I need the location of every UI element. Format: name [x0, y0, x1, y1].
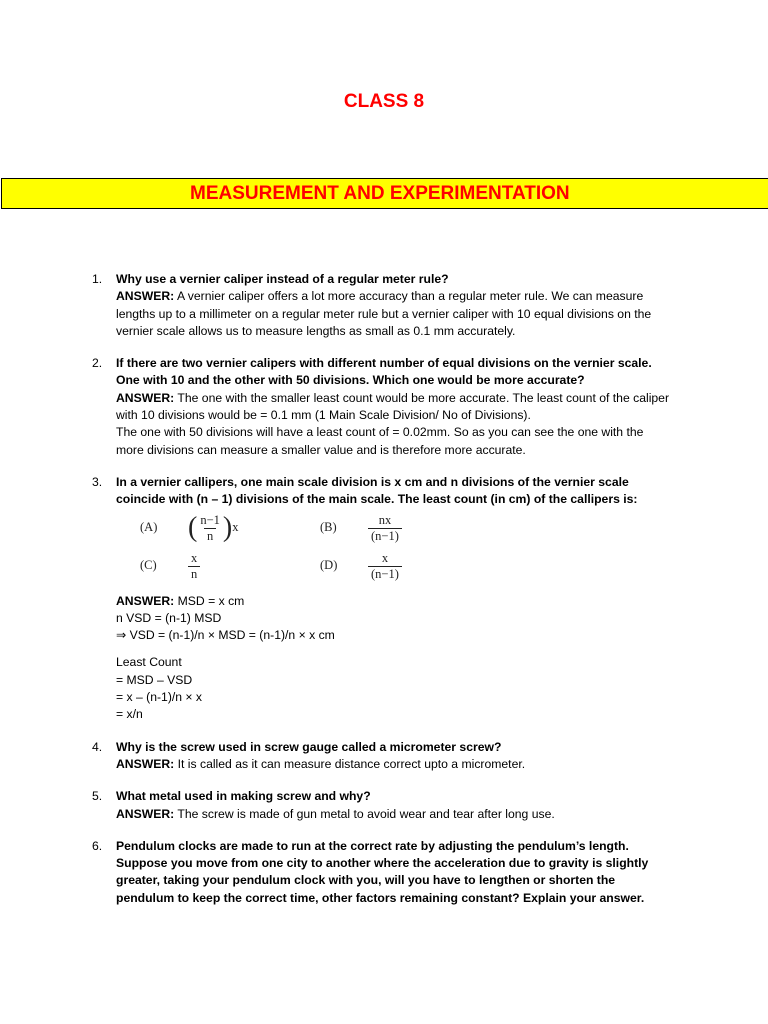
question-number: 1.: [92, 272, 103, 286]
answer: [116, 756, 672, 773]
option-suffix: x: [232, 520, 239, 535]
topic-banner: [1, 178, 768, 209]
fraction: [188, 551, 200, 582]
denominator: n: [188, 566, 200, 582]
answer-label: ANSWER:: [116, 390, 175, 405]
open-paren-icon: (: [188, 512, 198, 544]
answer: [116, 593, 672, 610]
numerator: nx: [378, 512, 392, 527]
question-number: 3.: [92, 474, 103, 489]
answer-text: The screw is made of gun metal to avoid wear and tear after long use.: [177, 806, 555, 821]
denominator: n: [204, 528, 216, 544]
option-letter: (A): [140, 520, 158, 535]
question-text: In a vernier callipers, one main scale division is x cm and n divisions of the vernier scale coincide with (n – 1) divisions of the main scale. The least count (in cm) of the callipers is:: [116, 474, 638, 507]
answer-line: ⇒ VSD = (n-1)/n × MSD = (n-1)/n × x cm: [116, 628, 335, 643]
question-number: 2.: [92, 356, 103, 371]
numerator: x: [191, 550, 198, 565]
close-paren-icon: ): [222, 512, 233, 544]
least-count-line: = x – (n-1)/n × x: [116, 690, 203, 705]
numerator: n−1: [200, 512, 220, 527]
denominator: (n−1): [368, 566, 402, 582]
question-text: If there are two vernier calipers with different number of equal divisions on the vernier scale. One with 10 and the other with 50 divisions. Which one would be more accurate?: [116, 356, 652, 388]
answer-label: ANSWER:: [116, 756, 175, 771]
least-count-line: = MSD – VSD: [116, 672, 193, 687]
question-text: Why use a vernier caliper instead of a regular meter rule?: [116, 272, 449, 286]
answer-options: [116, 513, 672, 587]
answer-text: The one with the smaller least count would be more accurate. The least count of the caliper with 10 divisions would be = 0.1 mm (1 Main Scale Division/ No of Divisions).: [116, 390, 670, 423]
option-c: [140, 551, 200, 582]
question-number: 5.: [92, 789, 103, 804]
question-number: 6.: [92, 838, 103, 853]
fraction: [197, 513, 223, 544]
question-text: What metal used in making screw and why?: [116, 789, 371, 804]
fraction: [368, 513, 402, 544]
answer: [116, 288, 672, 340]
answer: [116, 390, 672, 425]
question-text: Why is the screw used in screw gauge called a micrometer screw?: [116, 739, 502, 754]
option-b: [320, 513, 402, 544]
option-letter: (B): [320, 520, 337, 535]
least-count-line: = x/n: [116, 707, 143, 722]
question-item-5: [92, 788, 672, 823]
fraction: [368, 551, 402, 582]
question-text: Pendulum clocks are made to run at the correct rate by adjusting the pendulum’s length. Suppose you move from one city to another where the acceleration due to gravity is slightly greater, taking your pendulum clock with you, will you have to lengthen or shorten the pendulum to keep the correct time, other factors remaining constant? Explain your answer.: [116, 838, 649, 905]
answer-text: The one with 50 divisions will have a least count of = 0.02mm. So as you can see the one with the more divisions can measure a smaller value and is therefore more accurate.: [116, 425, 644, 457]
numerator: x: [381, 550, 389, 565]
answer-text: A vernier caliper offers a lot more accuracy than a regular meter rule. We can measure lengths up to a millimeter on a regular meter rule but a vernier caliper with 10 equal divisions on the vernier scale allows us to measure lengths as small as 0.1 mm accurately.: [116, 289, 652, 338]
question-item-6: [92, 838, 672, 907]
question-item-2: [92, 355, 672, 459]
option-d: [320, 551, 402, 582]
answer-label: ANSWER:: [116, 289, 175, 304]
denominator: (n−1): [368, 528, 402, 544]
answer-text: It is called as it can measure distance correct upto a micrometer.: [177, 756, 526, 771]
answer-label: ANSWER:: [116, 593, 175, 608]
answer-label: ANSWER:: [116, 806, 175, 821]
topic-title: MEASUREMENT AND EXPERIMENTATION: [190, 183, 570, 204]
answer-line: n VSD = (n-1) MSD: [116, 610, 222, 625]
question-number: 4.: [92, 739, 103, 754]
spacer: [116, 644, 672, 654]
class-title: CLASS 8: [343, 91, 425, 112]
question-item-1: [92, 271, 672, 340]
question-item-3: [92, 474, 672, 724]
option-a: [140, 513, 238, 544]
answer: [116, 806, 672, 823]
option-letter: (C): [140, 558, 157, 573]
answer-text: MSD = x cm: [177, 593, 245, 608]
question-list: [92, 271, 672, 922]
least-count-line: Least Count: [116, 655, 182, 670]
question-item-4: [92, 739, 672, 774]
option-letter: (D): [320, 558, 338, 573]
